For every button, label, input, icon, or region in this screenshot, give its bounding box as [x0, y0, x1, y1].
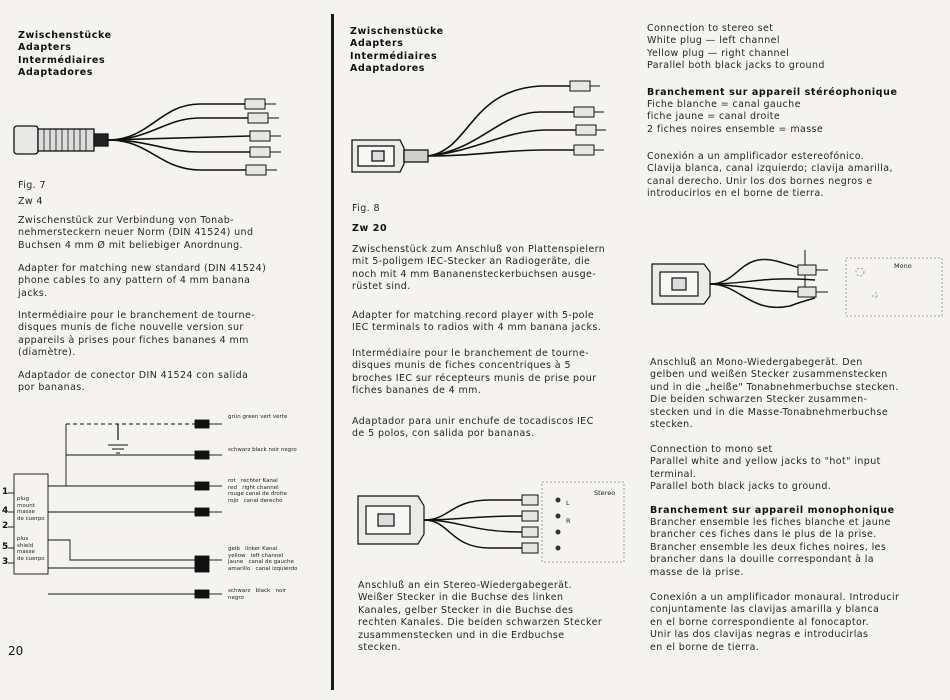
- pin-number: 1: [2, 487, 9, 497]
- right-title-fr-mono: Branchement sur appareil monophonique: [650, 505, 895, 516]
- heading-fr: Intermédiaires: [18, 54, 106, 66]
- left-para-es: Adaptador de conector DIN 41524 con salida por bananas.: [18, 370, 249, 394]
- middle-para-fr: Intermédiaire pour le branchement de tourne- disques munis de fiches concentriques à 5 broches IEC sur récepteurs munis de prise pour fiches bananes de 4 mm.: [352, 348, 597, 397]
- middle-para-en: Adapter for matching record player with 5-pole IEC terminals to radios with 4 mm banana jacks.: [352, 310, 602, 334]
- pin-number: 4: [2, 506, 9, 516]
- middle-para-es: Adaptador para unir enchufe de tocadiscos IEC de 5 polos, con salida por bananas.: [352, 416, 594, 440]
- wire-label-yellow: gelb linker Kanal yellow left channel jaune canal de gauche amarillo canal izquierdo: [228, 546, 298, 572]
- left-channel-label: L: [566, 499, 570, 507]
- stereo-box-label: Stereo: [594, 489, 616, 497]
- pin-number: 2: [2, 521, 9, 531]
- pin-note: plus shield masse de cuerpo: [17, 536, 45, 562]
- wire-label-black-2: schwarz black noir negro: [228, 588, 287, 601]
- fig7-model: Zw 4: [18, 196, 43, 207]
- right-title-fr-stereo: Branchement sur appareil stéréophonique: [647, 87, 898, 98]
- left-para-de: Zwischenstück zur Verbindung von Tonab- nehmersteckern neuer Norm (DIN 41524) und Buchsen 4 mm Ø mit beliebiger Anordnung.: [18, 215, 254, 251]
- fig7-label: Fig. 7: [18, 180, 46, 191]
- right-para-en-stereo: Connection to stereo set White plug — left channel Yellow plug — right channel Parallel both black jacks to ground: [647, 23, 825, 72]
- page-number: 20: [8, 644, 24, 658]
- left-para-fr: Intermédiaire pour le branchement de tourne- disques munis de fiche nouvelle version sur appareils à prises pour fiches bananes 4 mm (diamètre).: [18, 310, 256, 359]
- right-para-fr-mono: Brancher ensemble les fiches blanche et jaune brancher ces fiches dans le plus de la prise. Brancher ensemble les deux fiches noires, les brancher dans la douille correspondant à la masse de la prise.: [650, 517, 891, 578]
- right-para-es-mono: Conexión a un amplificador monaural. Introducir conjuntamente las clavijas amarilla y blanca en el borne correspondiente al fonocaptor. Unir las dos clavijas negras e introducirlas en el borne de tierra.: [650, 592, 900, 653]
- heading-de: Zwischenstücke: [350, 26, 444, 37]
- mono-connection-drawing: [0, 0, 950, 340]
- right-para-en-mono: Connection to mono set Parallel white and yellow jacks to "hot" input terminal. Parallel both black jacks to ground.: [650, 444, 881, 493]
- heading-en: Adapters: [18, 42, 72, 54]
- wire-label-red: rot rechter Kanal red right channel rouge canal de droite rojo canal derecho: [228, 478, 287, 504]
- right-para-fr-stereo: Fiche blanche = canal gauche fiche jaune = canal droite 2 fiches noires ensemble = masse: [647, 99, 824, 135]
- left-para-en: Adapter for matching new standard (DIN 41524) phone cables to any pattern of 4 mm banana jacks.: [18, 263, 267, 299]
- pin-number: 5: [2, 542, 9, 552]
- wire-label-green: grün green vert verte: [228, 414, 288, 420]
- middle-para-stereo: Anschluß an ein Stereo-Wiedergabegerät. Weißer Stecker in die Buchse des linken Kanales, gelber Stecker in die Buchse des rechten Kanales. Die beiden schwarzen Stecker zusammenstecken und in die Erdbuchse stecken.: [358, 580, 603, 654]
- mono-box-label: Mono: [894, 262, 912, 270]
- right-para-es-stereo: Conexión a un amplificador estereofónico. Clavija blanca, canal izquierdo; clavija amarilla, canal derecho. Unir los dos bornes negros e introducirlos en el borne de tierra.: [647, 151, 893, 200]
- heading-de: Zwischenstücke: [18, 30, 112, 41]
- wire-label-black-1: schwarz black noir negro: [228, 447, 297, 453]
- heading-es: Adaptadores: [18, 67, 94, 79]
- fig8-label: Fig. 8: [352, 203, 380, 214]
- right-channel-label: R: [566, 517, 571, 525]
- pin-note: plug mount masse de cuerpo: [17, 496, 45, 522]
- heading-fr: Intermédiaires: [350, 50, 438, 62]
- right-para-de-mono: Anschluß an Mono-Wiedergabegerät. Den gelben und weißen Stecker zusammenstecken und in die „heiße" Tonabnehmerbuchse stecken. Die beiden schwarzen Stecker zusammen- stecken und in die Masse-Tonabnehmerbuchse stecken.: [650, 357, 899, 431]
- fig8-model: Zw 20: [352, 223, 388, 234]
- middle-para-de: Zwischenstück zum Anschluß von Plattenspielern mit 5-poligem IEC-Stecker an Radiogeräte, die noch mit 4 mm Bananensteckerbuchsen ausge- rüstet sind.: [352, 244, 606, 293]
- heading-es: Adaptadores: [350, 63, 426, 75]
- pin-number: 3: [2, 557, 9, 567]
- heading-en: Adapters: [350, 38, 404, 50]
